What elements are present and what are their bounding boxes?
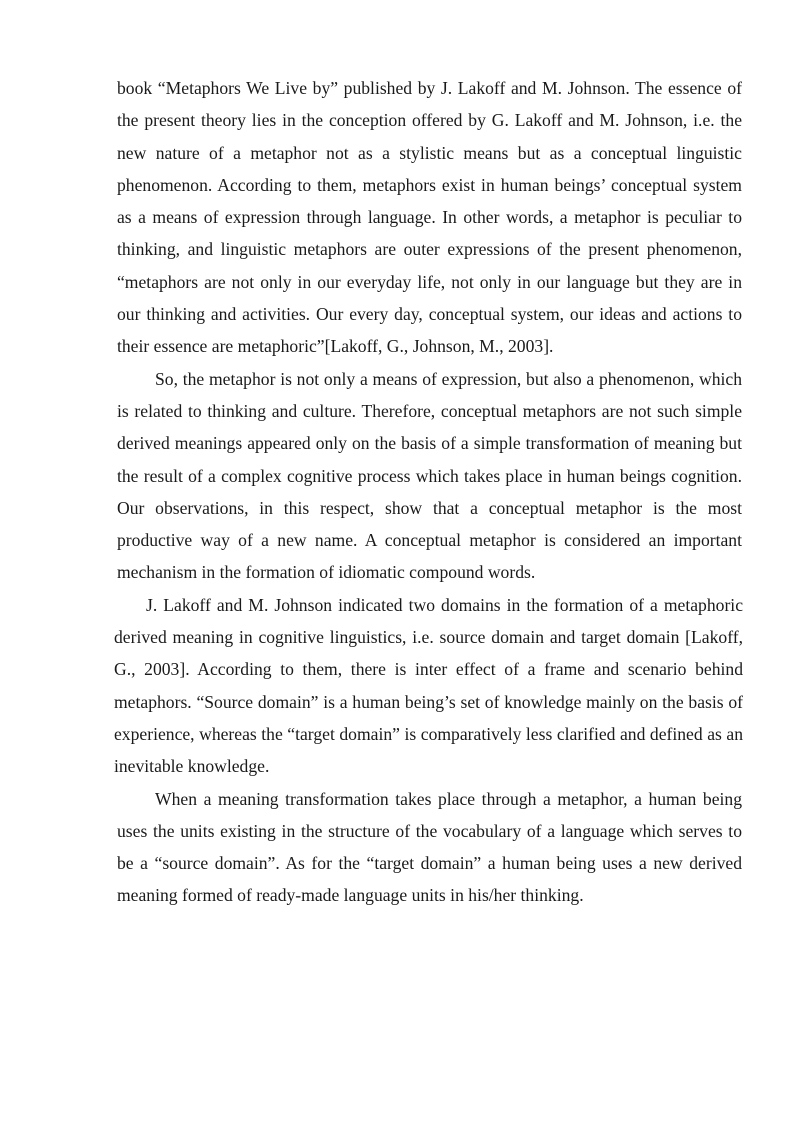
paragraph-2: So, the metaphor is not only a means of expression, but also a phenomenon, which is related to thinking and culture. Therefore, conceptual metaphors are not such simple derived meanings appeared only on the basis of a simple transformation of meaning but the result of a complex cognitive process which takes place in human beings cognition. Our observations, in this respect, show that a conceptual metaphor is the most productive way of a new name. A conceptual metaphor is considered an important mechanism in the formation of idiomatic compound words. bbox=[117, 368, 742, 583]
paragraph-1: book “Metaphors We Live by” published by J. Lakoff and M. Johnson. The essence of the present theory lies in the conception offered by G. Lakoff and M. Johnson, i.e. the new nature of a metaphor not as a stylistic means but as a conceptual linguistic phenomenon. According to them, metaphors exist in human beings’ conceptual system as a means of expression through language. In other words, a metaphor is peculiar to thinking, and linguistic metaphors are outer expressions of the present phenomenon, “metaphors are not only in our everyday life, not only in our language but they are in our thinking and activities. Our every day, conceptual system, our ideas and actions to their essence are metaphoric”[Lakoff, G., Johnson, M., 2003]. bbox=[117, 78, 742, 357]
paragraph-3: J. Lakoff and M. Johnson indicated two domains in the formation of a metaphoric derived meaning in cognitive linguistics, i.e. source domain and target domain [Lakoff, G., 2003]. According to them, there is inter effect of a frame and scenario behind metaphors. “Source domain” is a human being’s set of knowledge mainly on the basis of experience, whereas the “target domain” is comparatively less clarified and defined as an inevitable knowledge. bbox=[114, 594, 743, 777]
paragraph-4: When a meaning transformation takes place through a metaphor, a human being uses the units existing in the structure of the vocabulary of a language which serves to be a “source domain”. As for the “target domain” a human being uses a new derived meaning formed of ready-made language units in his/her thinking. bbox=[117, 788, 742, 906]
document-body bbox=[114, 72, 743, 912]
